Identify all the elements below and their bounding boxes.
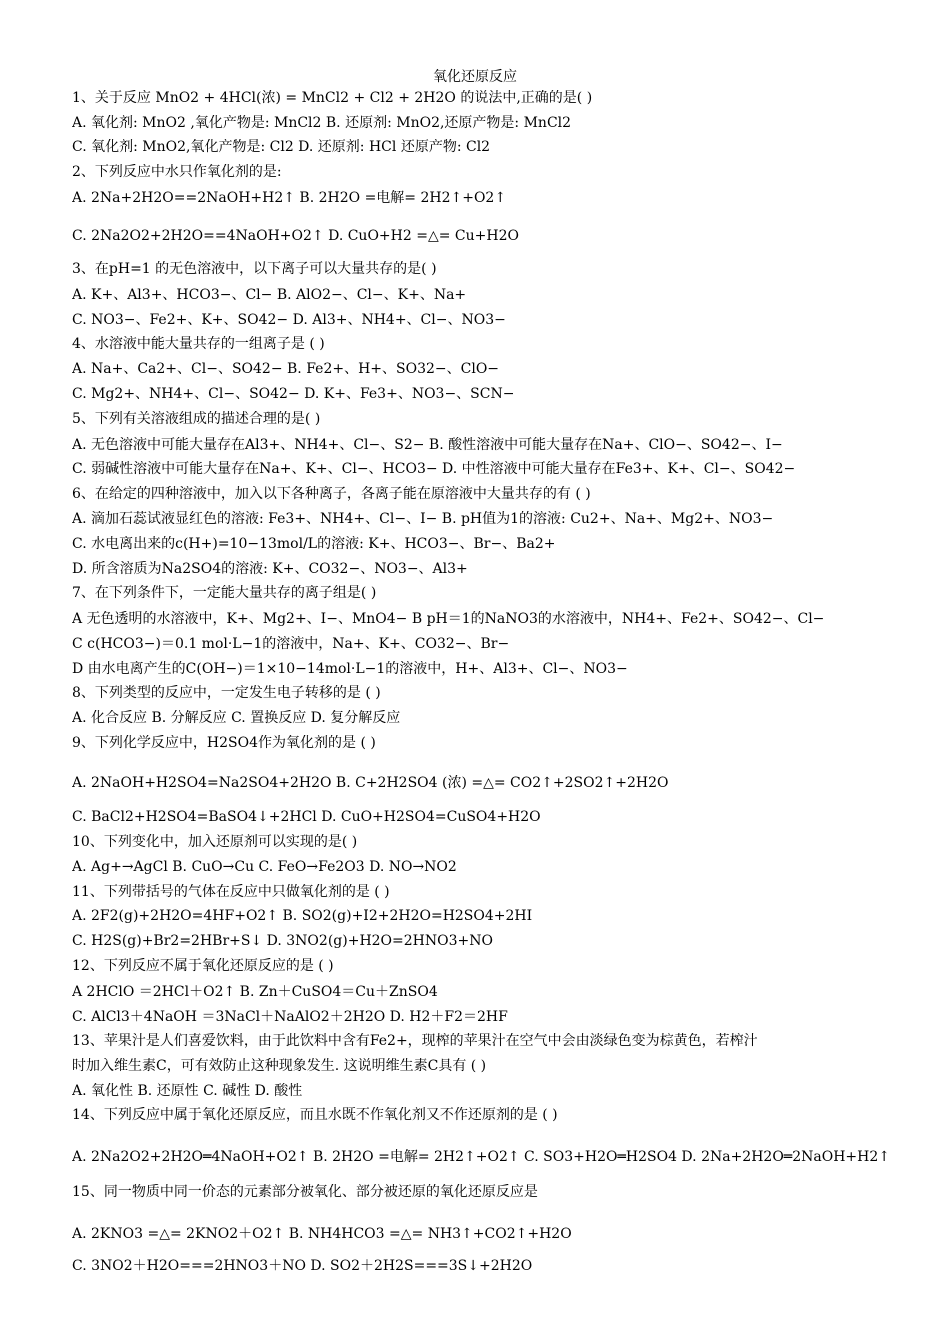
q2-stem: 2、下列反应中水只作氧化剂的是: [72, 164, 282, 180]
q3-stem: 3、在pH=1 的无色溶液中，以下离子可以大量共存的是( ) [72, 261, 437, 277]
q8-options: A. 化合反应 B. 分解反应 C. 置换反应 D. 复分解反应 [72, 710, 401, 726]
q6-options-ab: A. 滴加石蕊试液显红色的溶液: Fe3+、NH4+、Cl−、I− B. pH值为1的溶液: Cu2+、Na+、Mg2+、NO3− [72, 511, 774, 527]
q11-options-cd: C. H2S(g)+Br2=2HBr+S↓ D. 3NO2(g)+H2O=2HNO3+NO [72, 933, 493, 949]
q3-options-cd: C. NO3−、Fe2+、K+、SO42− D. Al3+、NH4+、Cl−、NO3− [72, 312, 506, 328]
q4-options-ab: A. Na+、Ca2+、Cl−、SO42− B. Fe2+、H+、SO32−、ClO− [72, 361, 500, 377]
q13-options: A. 氧化性 B. 还原性 C. 碱性 D. 酸性 [72, 1083, 303, 1099]
q6-stem: 6、在给定的四种溶液中，加入以下各种离子，各离子能在原溶液中大量共存的有 ( ) [72, 486, 591, 502]
q10-stem: 10、下列变化中，加入还原剂可以实现的是( ) [72, 834, 358, 850]
q4-options-cd: C. Mg2+、NH4+、Cl−、SO42− D. K+、Fe3+、NO3−、SCN− [72, 386, 515, 402]
q3-options-ab: A. K+、Al3+、HCO3−、Cl− B. AlO2−、Cl−、K+、Na+ [72, 287, 467, 303]
q1-options-cd: C. 氧化剂: MnO2,氧化产物是: Cl2 D. 还原剂: HCl 还原产物: Cl2 [72, 139, 491, 155]
q4-stem: 4、水溶液中能大量共存的一组离子是 ( ) [72, 336, 325, 352]
q5-options-ab: A. 无色溶液中可能大量存在Al3+、NH4+、Cl−、S2− B. 酸性溶液中可能大量存在Na+、ClO−、SO42−、I− [72, 437, 783, 453]
q12-stem: 12、下列反应不属于氧化还原反应的是 ( ) [72, 958, 334, 974]
q12-options-cd: C. AlCl3＋4NaOH ＝3NaCl＋NaAlO2＋2H2O D. H2＋F2＝2HF [72, 1009, 508, 1025]
q13-stem-1: 13、苹果汁是人们喜爱饮料，由于此饮料中含有Fe2+，现榨的苹果汁在空气中会由淡绿色变为棕黄色，若榨汁 [72, 1033, 758, 1049]
q9-options-cd: C. BaCl2+H2SO4=BaSO4↓+2HCl D. CuO+H2SO4=CuSO4+H2O [72, 809, 541, 825]
q15-options-cd: C. 3NO2＋H2O===2HNO3＋NO D. SO2＋2H2S===3S↓+2H2O [72, 1258, 533, 1274]
q12-options-ab: A 2HClO ＝2HCl＋O2↑ B. Zn＋CuSO4＝Cu＋ZnSO4 [72, 984, 438, 1000]
document-title: 氧化还原反应 [433, 69, 517, 85]
q8-stem: 8、下列类型的反应中，一定发生电子转移的是 ( ) [72, 685, 381, 701]
q10-options: A. Ag+→AgCl B. CuO→Cu C. FeO→Fe2O3 D. NO→NO2 [72, 859, 457, 875]
q1-options-ab: A. 氧化剂: MnO2 ,氧化产物是: MnCl2 B. 还原剂: MnO2,还原产物是: MnCl2 [72, 115, 572, 131]
q9-stem: 9、下列化学反应中，H2SO4作为氧化剂的是 ( ) [72, 735, 376, 751]
q15-options-ab: A. 2KNO3 =△= 2KNO2＋O2↑ B. NH4HCO3 =△= NH3↑+CO2↑+H2O [72, 1226, 572, 1242]
q2-options-ab: A. 2Na+2H2O==2NaOH+H2↑ B. 2H2O =电解= 2H2↑+O2↑ [72, 190, 507, 206]
q7-options-ab: A 无色透明的水溶液中，K+、Mg2+、I−、MnO4− B pH＝1的NaNO3的水溶液中，NH4+、Fe2+、SO42−、Cl− [72, 611, 825, 627]
q5-options-cd: C. 弱碱性溶液中可能大量存在Na+、K+、Cl−、HCO3− D. 中性溶液中可能大量存在Fe3+、K+、Cl−、SO42− [72, 461, 796, 477]
q11-stem: 11、下列带括号的气体在反应中只做氧化剂的是 ( ) [72, 884, 390, 900]
q7-stem: 7、在下列条件下，一定能大量共存的离子组是( ) [72, 585, 377, 601]
q15-stem: 15、同一物质中同一价态的元素部分被氧化、部分被还原的氧化还原反应是 [72, 1184, 538, 1200]
q11-options-ab: A. 2F2(g)+2H2O=4HF+O2↑ B. SO2(g)+I2+2H2O=H2SO4+2HI [72, 908, 533, 924]
q7-option-d: D 由水电离产生的C(OH−)＝1×10−14mol·L−1的溶液中，H+、Al3+、Cl−、NO3− [72, 661, 628, 677]
q1-stem: 1、关于反应 MnO2 + 4HCl(浓) = MnCl2 + Cl2 + 2H2O 的说法中,正确的是( ) [72, 90, 593, 106]
q2-options-cd: C. 2Na2O2+2H2O==4NaOH+O2↑ D. CuO+H2 =△= Cu+H2O [72, 228, 519, 244]
q7-option-c: C c(HCO3−)＝0.1 mol·L−1的溶液中，Na+、K+、CO32−、Br− [72, 636, 510, 652]
q14-stem: 14、下列反应中属于氧化还原反应，而且水既不作氧化剂又不作还原剂的是 ( ) [72, 1107, 558, 1123]
q9-options-ab: A. 2NaOH+H2SO4=Na2SO4+2H2O B. C+2H2SO4 (浓) =△= CO2↑+2SO2↑+2H2O [72, 775, 669, 791]
q6-option-c: C. 水电离出来的c(H+)=10−13mol/L的溶液: K+、HCO3−、Br−、Ba2+ [72, 536, 556, 552]
q6-option-d: D. 所含溶质为Na2SO4的溶液: K+、CO32−、NO3−、Al3+ [72, 561, 468, 577]
q13-stem-2: 时加入维生素C，可有效防止这种现象发生. 这说明维生素C具有 ( ) [72, 1058, 487, 1074]
q14-options: A. 2Na2O2+2H2O═4NaOH+O2↑ B. 2H2O =电解= 2H2↑+O2↑ C. SO3+H2O═H2SO4 D. 2Na+2H2O═2NaOH+H2↑ [72, 1149, 890, 1165]
q5-stem: 5、下列有关溶液组成的描述合理的是( ) [72, 411, 321, 427]
